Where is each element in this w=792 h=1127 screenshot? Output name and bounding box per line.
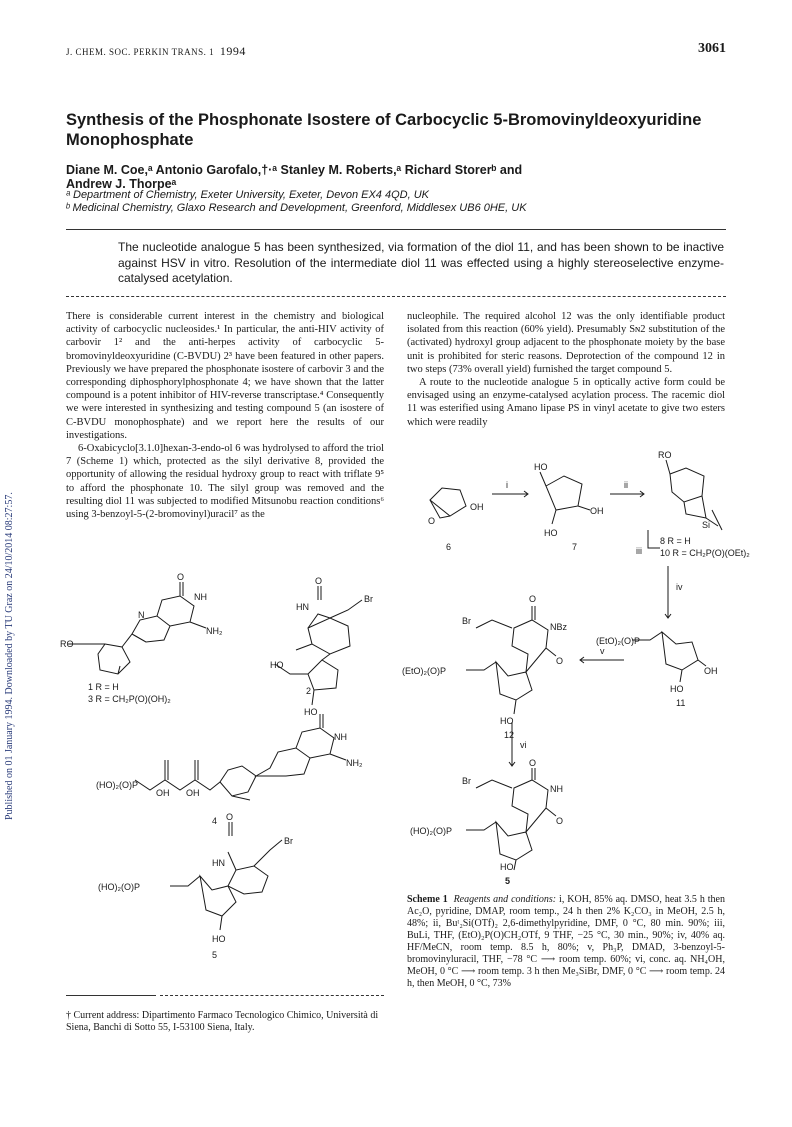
- arrow-vi: [509, 722, 515, 766]
- arrow-iv: [665, 566, 671, 618]
- structures-left: [60, 570, 390, 980]
- abstract: The nucleotide analogue 5 has been synthesized, via formation of the diol 11, and has been shown to be inactive against HSV in vitro. Resolution of the intermediate diol 11 was effected using a highly stereoselective enzyme-catalysed acetylation.: [118, 240, 724, 285]
- arrow-v: [580, 657, 624, 663]
- label-step-vi: vi: [520, 740, 527, 750]
- compound-11-ring: [662, 632, 698, 670]
- label-7-ho-2: HO: [544, 528, 558, 538]
- label-nh2-4: NH₂: [346, 758, 363, 768]
- label-5-ho: HO: [500, 862, 514, 872]
- label-hn: HN: [296, 602, 309, 612]
- label-n: N: [138, 610, 145, 620]
- label-12-o-2: O: [556, 656, 564, 666]
- label-7-oh: OH: [590, 506, 604, 516]
- compound-7-ring: [546, 476, 582, 510]
- compound-1-label: 1 R = H: [88, 682, 119, 692]
- label-br-5: Br: [284, 836, 293, 846]
- label-si: Si: [702, 520, 711, 530]
- footnote-rule: [66, 995, 156, 996]
- label-ho-2: HO: [304, 707, 318, 717]
- label-oh-2: OH: [186, 788, 200, 798]
- label-nh-4: NH: [334, 732, 347, 742]
- left-column-text: [66, 310, 384, 521]
- label-5-br: Br: [462, 776, 471, 786]
- affiliations: [66, 189, 726, 215]
- label-compound-10: 10 R = CH₂P(O)(OEt)₂: [660, 548, 750, 558]
- caption-text: i, KOH, 85% aq. DMSO, heat 3.5 h then Ac₂O, pyridine, DMAP, room temp., 24 h then 2% K₂CO₃ in MeOH, 2.5 h, 48%; ii, Buᵗ₂Si(OTf)₂ 2,6-dimethylpyridine, DMF, 0 °C, 80 min. 90%; iii, BuLi, THF, (EtO)₂P(O)CH₂OTf, 9 THF, −25 °C, 30 min., 90%; iv, 40% aq. HF/MeCN, room temp. 8.5 h, 80%; v, Ph₃P, DMAD, 3-benzoyl-5-bromovinyluracil, THF, −78 °C ⟶ room temp. 60%; vi, conc. aq. NH₄OH, MeOH, 0 °C ⟶ room temp. 3 h then Me₃SiBr, DMF, 0 °C ⟶ room temp. 24 h, then MeOH, 0 °C, 73%: [407, 894, 725, 989]
- label-12-p: (EtO)₂(O)P: [402, 666, 446, 676]
- label-compound-6: 6: [446, 542, 452, 552]
- compound-4-label: 4: [212, 816, 218, 826]
- rule-below-abstract: [66, 296, 726, 297]
- scheme-caption: [407, 894, 725, 990]
- label-11-ho: HO: [670, 684, 684, 694]
- label-12-ho: HO: [500, 716, 514, 726]
- label-compound-8: 8 R = H: [660, 536, 691, 546]
- label-compound-12: 12: [504, 730, 515, 740]
- compound-6-ring: [430, 488, 466, 516]
- paragraph-intro: There is considerable current interest in the chemistry and biological activity of carbocyclic nucleosides.¹ In particular, the anti-HIV activity of carbovir 1² and the anti-herpes activity of carbocyclic 5-bromovinyldeoxyuridine (C-BVDU) 2³ have been featured in other papers. Previously we have prepared the phosphonate isostere of carbovir 3 and the corresponding diphosphorylphosphonate 4; we have shown that the latter compound is a potent inhibitor of HIV-reverse transcriptase.⁴ Consequently we were interested in synthesizing and testing compound 5 (an isostere of C-BVDU monophosphate) and we report here the results of our investigations.: [66, 311, 384, 441]
- label-step-i: i: [506, 480, 508, 490]
- label-12-o: O: [529, 594, 537, 604]
- label-12-br: Br: [462, 616, 471, 626]
- label-hn-5: HN: [212, 858, 225, 868]
- label-6-oh: OH: [470, 502, 484, 512]
- label-br: Br: [364, 594, 373, 604]
- compound-5-label: 5: [212, 950, 218, 960]
- label-step-iv: iv: [676, 582, 683, 592]
- authors-line-1: Diane M. Coe,ᵃ Antonio Garofalo,†·ᵃ Stanley M. Roberts,ᵃ Richard Storerᵇ and: [66, 163, 523, 177]
- label-nh2: NH₂: [206, 626, 223, 636]
- label-5-nh: NH: [550, 784, 563, 794]
- label-nh: NH: [194, 592, 207, 602]
- label-p-oh2-5: (HO)₂(O)P: [98, 882, 140, 892]
- caption-lead-conditions: Reagents and conditions:: [453, 894, 557, 905]
- affiliation-a: ᵃ Department of Chemistry, Exeter University, Exeter, Devon EX4 4QD, UK: [66, 189, 429, 201]
- label-compound-7: 7: [572, 542, 578, 552]
- label-p-oh2: (HO)₂(O)P: [96, 780, 138, 790]
- journal-name: J. CHEM. SOC. PERKIN TRANS. 1: [66, 47, 215, 57]
- label-step-iii: iii: [636, 546, 642, 556]
- label-nbz: NBz: [550, 622, 568, 632]
- download-stamp: Published on 01 January 1994. Downloaded by TU Graz on 24/10/2014 08:27:57.: [4, 492, 15, 820]
- authors-line-2: Andrew J. Thorpeᵃ: [66, 177, 177, 191]
- paragraph-synthesis: 6-Oxabicyclo[3.1.0]hexan-3-endo-ol 6 was hydrolysed to afford the triol 7 (Scheme 1) which, protected as the silyl derivative 8, provided the opportunity of allowing the residual hydroxy group to react with triflate 9⁵ to afford the phosphonate 10. The silyl group was removed and the resulting diol 11 was subjected to modified Mitsunobu reaction conditions⁶ using 3-benzoyl-5-(2-bromovinyl)uracil⁷ as the: [66, 443, 384, 521]
- label-ho: HO: [270, 660, 284, 670]
- label-11-p: (EtO)₂(O)P: [596, 636, 640, 646]
- page-number: 3061: [698, 41, 726, 56]
- compound-8-ring: [670, 468, 704, 502]
- label-step-ii: ii: [624, 480, 628, 490]
- paragraph-enzyme: A route to the nucleotide analogue 5 in optically active form could be envisaged using an enzyme-catalysed acylation process. The racemic diol 11 was esterified using Amano lipase PS in vinyl acetate to give two esters which were readily: [407, 377, 725, 428]
- compound-2-label: 2: [306, 686, 312, 696]
- label-8-ro: RO: [658, 450, 672, 460]
- label-o-2: O: [315, 576, 323, 586]
- affiliation-b: ᵇ Medicinal Chemistry, Glaxo Research and Development, Greenford, Middlesex UB6 0HE, UK: [66, 202, 527, 214]
- compound-5-left-structure: [170, 822, 282, 930]
- arrow-i: [492, 491, 528, 497]
- label-11-oh: OH: [704, 666, 718, 676]
- label-step-v: v: [600, 646, 605, 656]
- label-oh: OH: [156, 788, 170, 798]
- authors: [66, 163, 726, 191]
- rule-top: [66, 229, 726, 230]
- running-journal: [66, 44, 246, 59]
- label-5-o: O: [529, 758, 537, 768]
- footnote: † Current address: Dipartimento Farmaco Tecnologico Chimico, Università di Siena, Banchi di Sotto 55, I-53100 Siena, Italy.: [66, 1010, 379, 1033]
- label-7-ho: HO: [534, 462, 548, 472]
- label-compound-5-scheme: 5: [505, 876, 511, 886]
- arrow-ii: [610, 491, 644, 497]
- scheme-1: [400, 430, 750, 880]
- label-o: O: [177, 572, 185, 582]
- arrow-iii: [648, 534, 660, 548]
- caption-lead: Scheme 1: [407, 894, 448, 905]
- label-5-o-2: O: [556, 816, 564, 826]
- label-ro: RO: [60, 639, 74, 649]
- paragraph-nucleophile: nucleophile. The required alcohol 12 was the only identifiable product isolated from this reaction (60% yield). Presumably Sɴ2 substitution of the (activated) hydroxyl group adjacent to the phosphonate moiety by the base unit is prohibited for steric reasons. Deprotection of the compound 12 in two steps (73% overall yield) furnished the target compound 5.: [407, 311, 725, 375]
- journal-year: 1994: [219, 44, 246, 58]
- compound-2-structure: [275, 586, 362, 705]
- compound-3-label: 3 R = CH₂P(O)(OH)₂: [88, 694, 171, 704]
- label-ho-5: HO: [212, 934, 226, 944]
- compound-1-structure: [68, 582, 206, 674]
- footnote-rule-2: [160, 995, 384, 996]
- right-column-text: [407, 310, 725, 429]
- label-5-p: (HO)₂(O)P: [410, 826, 452, 836]
- label-o-5: O: [226, 812, 234, 822]
- label-compound-11: 11: [676, 698, 686, 708]
- label-epoxide-o: O: [428, 516, 436, 526]
- article-title: Synthesis of the Phosphonate Isostere of Carbocyclic 5-Bromovinyldeoxyuridine Monophosphate: [66, 111, 702, 149]
